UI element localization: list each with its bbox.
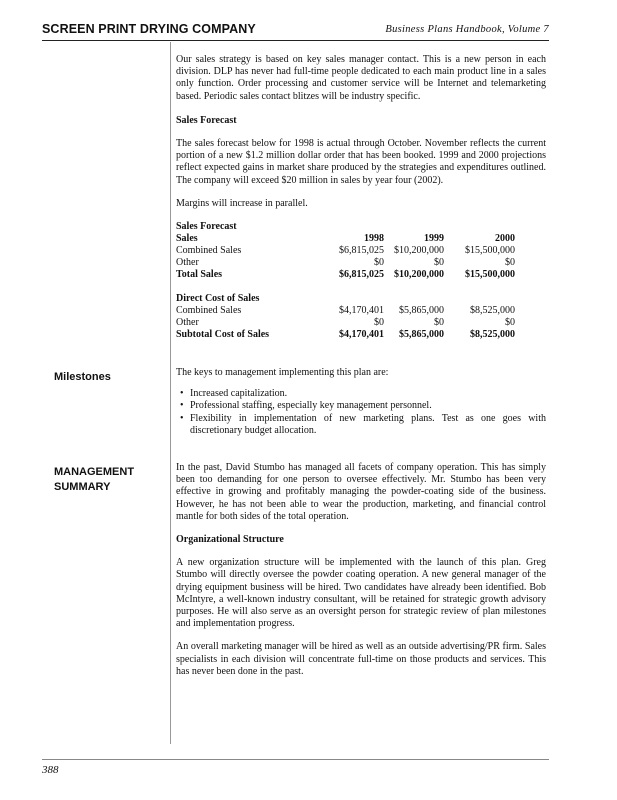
sales-forecast-table [176,221,515,341]
cell-2000: $15,500,000 [465,245,515,257]
row-label: Other [176,317,199,329]
cell-2000: $8,525,000 [470,305,515,317]
table-spacer-row [176,281,515,293]
table-caption: Sales Forecast [176,221,237,233]
row-label: Combined Sales [176,305,242,317]
margin-rule [170,42,171,744]
cell-2000: $0 [505,317,515,329]
milestones-label: Milestones [54,371,111,383]
management-paragraph-1: In the past, David Stumbo has managed all facets of company operation. This has simply been too demanding for one person to oversee effectively. Mr. Stumbo has been very effective in growing and profitably managing the powder-coating side of the business. However, he has not been able to wear the production, marketing, and financial control mantle for both sides of the total operation. [176,462,546,522]
footer-rule [42,759,549,760]
sales-forecast-heading: Sales Forecast [176,114,237,126]
table-total-row [176,329,515,341]
cell-1998: $6,815,025 [339,269,384,281]
list-item: • Flexibility in implementation of new marketing plans. Test as one goes with discretionary budget allocation. [190,413,546,437]
year-1998: 1998 [364,233,384,245]
row-label: Subtotal Cost of Sales [176,329,270,341]
cell-2000: $0 [505,257,515,269]
header-rule [42,40,549,41]
main-content [176,54,546,678]
cell-1999: $0 [434,257,444,269]
table-row [176,245,515,257]
cell-1999: $0 [434,317,444,329]
management-label-line1: MANAGEMENT [54,466,135,478]
milestones-list [176,388,546,437]
year-1999: 1999 [424,233,444,245]
cell-2000: $8,525,000 [470,329,515,341]
running-header-title: SCREEN PRINT DRYING COMPANY [42,22,256,36]
cell-1998: $0 [374,317,384,329]
table-total-row [176,269,515,281]
table-row [176,305,515,317]
list-item: • Professional staffing, especially key management personnel. [190,400,546,412]
management-paragraph-2: A new organization structure will be implemented with the launch of this plan. Greg Stumbo will directly oversee the powder coating operation. A new general manager of the drying equipment business will be hired. Two candidates have already been identified. Bob McIntyre, a well-known industry consultant, will be retained for strategic growth advisory purposes. He will also serve as an oversight person for strategic review of plan milestones and implementation progress. [176,557,546,630]
table-caption-row [176,221,515,233]
row-label: Other [176,257,199,269]
cell-1998: $4,170,401 [339,329,384,341]
table-row [176,257,515,269]
table-header-row [176,233,515,245]
cell-1998: $6,815,025 [339,245,384,257]
cell-1999: $5,865,000 [399,329,444,341]
cell-1999: $10,200,000 [394,245,444,257]
margins-note: Margins will increase in parallel. [176,197,308,209]
management-label-line2: SUMMARY [54,481,111,493]
cost-header-row [176,293,515,305]
list-item: • Increased capitalization. [190,388,546,400]
table-row [176,317,515,329]
row-label: Total Sales [176,269,223,281]
page-number: 388 [42,764,59,776]
running-header-subtitle: Business Plans Handbook, Volume 7 [385,24,549,35]
cell-2000: $15,500,000 [465,269,515,281]
cost-header: Direct Cost of Sales [176,293,260,305]
row-label: Combined Sales [176,245,242,257]
cell-1999: $5,865,000 [399,305,444,317]
org-structure-heading: Organizational Structure [176,534,284,546]
management-paragraph-3: An overall marketing manager will be hired as well as an outside advertising/PR firm. Sales specialists in each division will concentrate full-time on those products and services. This has never been done in the past. [176,641,546,677]
intro-paragraph: Our sales strategy is based on key sales manager contact. This is a new person in each division. DLP has never had full-time people dedicated to each main product line in a sales only function. Order processing and customer service will be Internet and telemarketing based. Periodic sales contact blitzes will be industry specific. [176,54,546,102]
cell-1998: $0 [374,257,384,269]
sales-forecast-paragraph: The sales forecast below for 1998 is actual through October. November reflects the current portion of a new $1.2 million dollar order that has been booked. 1999 and 2000 projections reflect expected gains in market share produced by the strategies and expenditures outlined. The company will exceed $20 million in sales by year four (2002). [176,138,546,186]
management-summary-label [54,465,134,495]
year-2000: 2000 [495,233,515,245]
cell-1998: $4,170,401 [339,305,384,317]
milestones-intro: The keys to management implementing this plan are: [176,367,389,379]
sales-header: Sales [176,233,198,245]
cell-1999: $10,200,000 [394,269,444,281]
